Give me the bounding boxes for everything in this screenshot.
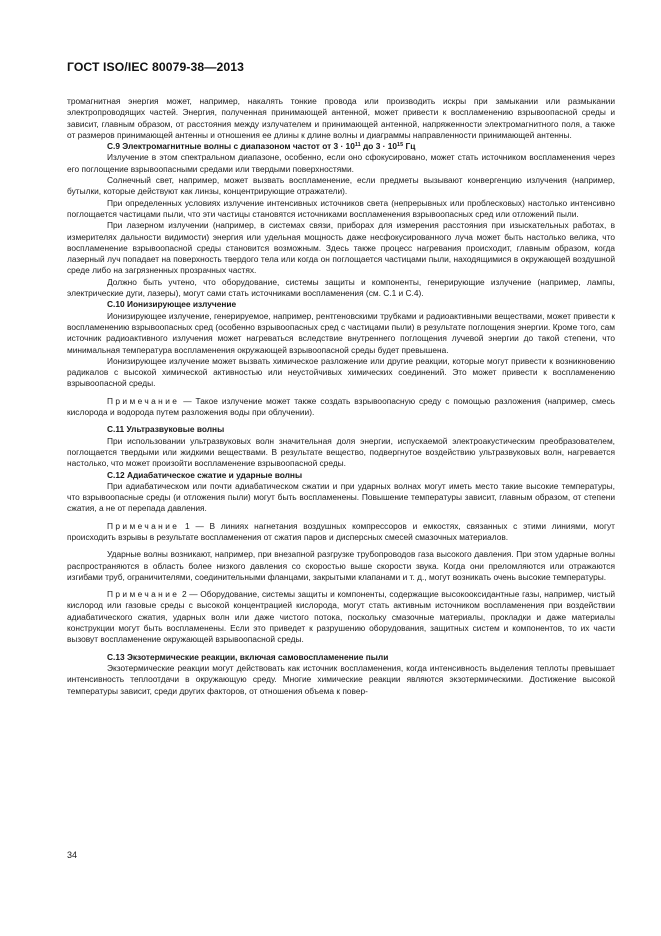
section-heading-c12: С.12 Адиабатическое сжатие и ударные волны (107, 469, 303, 480)
note-label: Примечание (107, 520, 180, 531)
section-heading-c11: С.11 Ультразвуковые волны (107, 424, 225, 435)
document-body (67, 96, 615, 697)
note-label: Примечание (107, 589, 180, 600)
paragraph: Ионизирующее излучение, генерируемое, например, рентгеновскими трубками и радиоактивными веществами, может привести к воспламенению взрывоопасных сред (особенно взрывоопасных сред с частицами пыли) в результате поглощения энергии. Кроме того, сам источник радиоактивного излучения может нагреваться вследствие внутреннего поглощения лучевой энергии до такой степени, что минимальная температура воспламенения окружающей взрывоопасной среды будет превышена. (67, 310, 615, 355)
page-number: 34 (67, 850, 78, 860)
note-label: Примечание (107, 395, 180, 406)
paragraph: Солнечный свет, например, может вызвать воспламенение, если предметы вызывают конвергенцию излучения (например, бутылки, которые действуют как линзы, концентрирующие отражатели). (67, 175, 615, 197)
paragraph: При определенных условиях излучение интенсивных источников света (непрерывных или проблесковых) настолько интенсивно поглощается частицами пыли, что эти частицы становятся источниками воспламенения взрывоопасных сред или отложений пыли. (67, 197, 615, 219)
paragraph: При адиабатическом или почти адиабатическом сжатии и при ударных волнах могут иметь место такие высокие температуры, что взрывоопасные среды (и отложения пыли) могут быть воспламенены. Повышение температуры зависит, главным образом, от степени сжатия, а не от перепада давления. (67, 480, 615, 514)
paragraph: При использовании ультразвуковых волн значительная доля энергии, испускаемой электроакустическим преобразователем, поглощается твердыми или жидкими веществами. В результате вещество, подвергнутое воздействию ультразвуковых волн, нагревается настолько, что может произойти воспламенение взрывоопасной среды. (67, 435, 615, 469)
document-header: ГОСТ ISO/IEC 80079-38—2013 (67, 60, 245, 74)
section-heading-c10: С.10 Ионизирующее излучение (107, 299, 237, 310)
note: Примечание — Такое излучение может также создать взрывоопасную среду с помощью разложения (например, смесь кислорода и водорода путем разложения воды при облучении). (67, 395, 615, 418)
paragraph: тромагнитная энергия может, например, накалять тонкие провода или производить искры при замыкании или размыкании электропроводящих частей. Энергия, полученная принимающей антенной, может привести к воспламенению взрывоопасной среды и зависит, главным образом, от расстояния между излучателем и принимающей антенной, напряженности электромагнитного поля, а также от размеров принимающей антенны и отношения ее длины к длине волны и диаграммы направленности принимающей антенны. (67, 96, 615, 140)
note: Примечание 2 — Оборудование, системы защиты и компоненты, содержащие высокооксидантные газы, например, чистый кислород или газовые среды с высокой концентрацией кислорода, могут стать активным источником воспламенения при воздействии адиабатического сжатия, ударных волн или даже чистого потока, поскольку смазочные материалы, прокладки и даже материалы конструкции могут быть воспламенены. Если это приведет к разрушению оборудования, защитных систем и компонентов, то их части вызовут воспламенение окружающей взрывоопасной среды. (67, 589, 615, 645)
paragraph: Ударные волны возникают, например, при внезапной разгрузке трубопроводов газа высокого давления. При этом ударные волны распространяются в область более низкого давления со скоростью выше скорости звука. Когда они преломляются или отражаются изгибами труб, ограничителями, соединительными фланцами, закрытыми клапанами и т. д., могут возникать очень высокие температуры. (67, 549, 615, 582)
paragraph: При лазерном излучении (например, в системах связи, приборах для измерения расстояния при изыскательных работах, в измерителях дальности видимости) энергия или удельная мощность даже несфокусированного луча может быть настолько велика, что воспламенение взрывоопасной среды становится возможным. Здесь также процесс нагревания происходит, главным образом, когда лазерный луч попадает на поверхность твердого тела или когда он поглощается частицами пыли, находящимися в окружающей воздушной среде либо на загрязненных прозрачных частях. (67, 220, 615, 276)
note: Примечание 1 — В линиях нагнетания воздушных компрессоров и емкостях, связанных с этими линиями, могут происходить взрывы в результате воспламенения от сжатия паров и дисперсных смесей смазочных материалов. (67, 520, 615, 542)
paragraph: Ионизирующее излучение может вызвать химическое разложение или другие реакции, которые могут привести к возникновению радикалов с высокой химической активностью или неустойчивых химических соединений. Это может привести к воспламенению взрывоопасной среды. (67, 355, 615, 389)
section-heading-c13: С.13 Экзотермические реакции, включая самовоспламенение пыли (107, 651, 389, 662)
paragraph: Излучение в этом спектральном диапазоне, особенно, если оно сфокусировано, может стать источником воспламенения через его поглощение взрывоопасными средами или твердыми поверхностями. (67, 152, 615, 174)
paragraph: Должно быть учтено, что оборудование, системы защиты и компоненты, генерирующие излучение (например, лампы, электрические дуги, лазеры), могут сами стать источниками воспламенения (см. С.1 и С.4). (67, 276, 615, 299)
section-heading-c9: С.9 Электромагнитные волны с диапазоном частот от $3 \cdot 10^{11}$ до $3 \cdot 10^{15}$ Гц (107, 141, 416, 152)
paragraph: Экзотермические реакции могут действовать как источник воспламенения, когда интенсивность выделения теплоты превышает интенсивность теплоотдачи в окружающую среду. Многие химические реакции являются экзотермическими. Достижение высокой температуры зависит, среди других факторов, от отношения объема к повер- (67, 662, 615, 696)
